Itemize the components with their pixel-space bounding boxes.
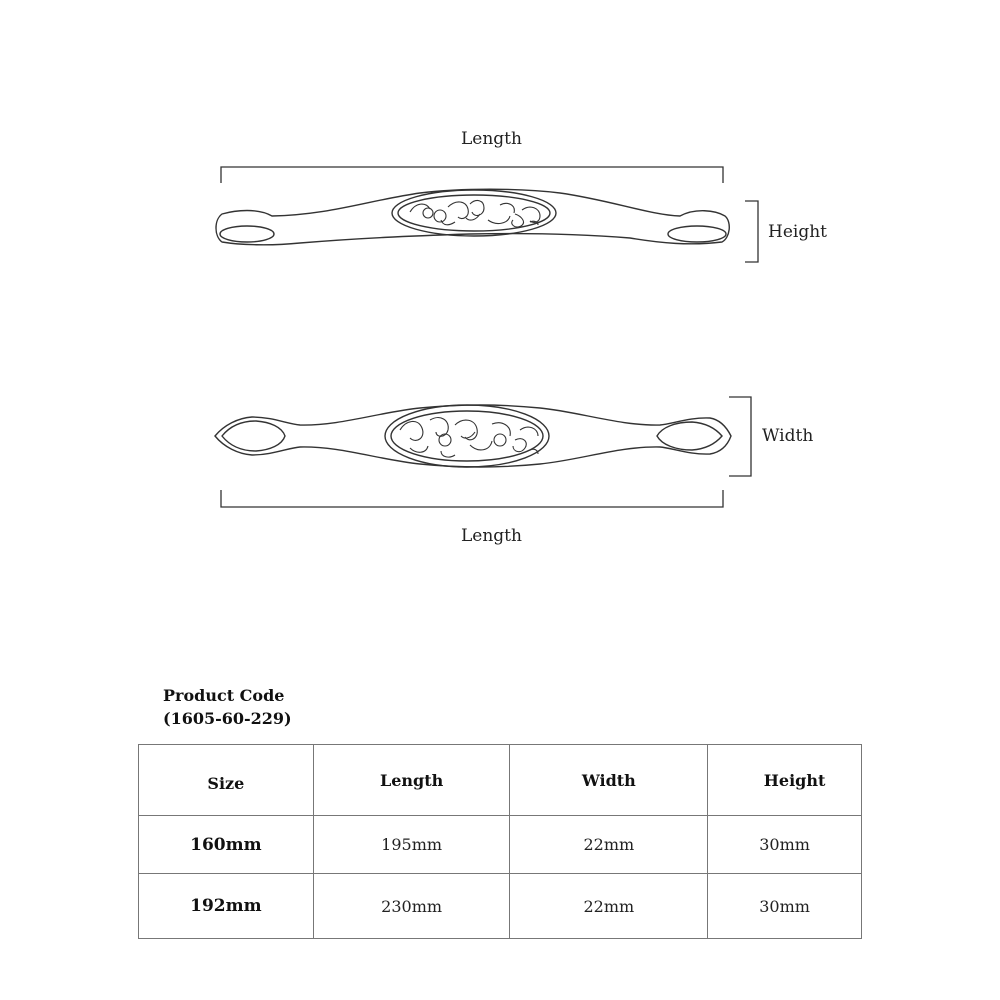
width-bracket [729,397,751,476]
width-label: Width [762,426,814,446]
top-length-label: Length [461,129,522,149]
header-length: Length [313,745,510,816]
cell-width: 22mm [510,816,708,874]
table-row [139,874,862,939]
header-height: Height [708,745,862,816]
product-code-title: Product Code [163,686,285,705]
table-header-row [139,745,862,816]
bottom-length-label: Length [461,526,522,546]
cell-height: 30mm [708,874,862,939]
cell-width: 22mm [510,874,708,939]
table-row [139,816,862,874]
product-code-value: (1605-60-229) [163,709,292,728]
height-label: Height [768,222,827,242]
cell-height: 30mm [708,816,862,874]
size-spec-table [138,744,862,939]
bottom-length-bracket [221,490,723,507]
cell-size: 192mm [139,874,314,939]
header-width: Width [510,745,708,816]
product-code-block [163,684,292,730]
height-bracket [745,201,758,262]
cell-length: 230mm [313,874,510,939]
cell-size: 160mm [139,816,314,874]
header-size: Size [139,745,314,816]
handle-top-view [215,405,731,467]
handle-side-view [216,189,729,245]
top-length-bracket [221,167,723,183]
cell-length: 195mm [313,816,510,874]
